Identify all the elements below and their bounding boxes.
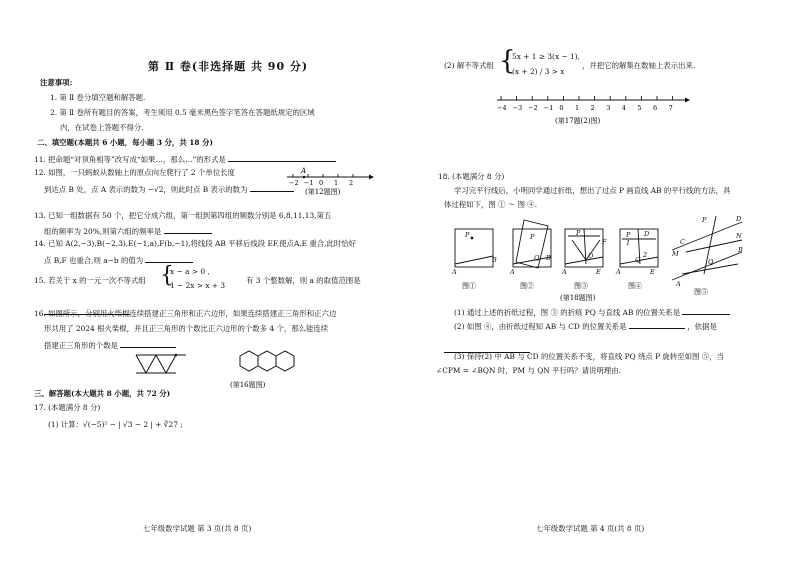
q12-caption: (第12题图): [305, 188, 341, 196]
q18-folding-figures: [450, 212, 750, 304]
svg-text:N: N: [736, 232, 742, 240]
q15-system-line2: 1 − 2x > x + 3: [170, 281, 226, 290]
question-15-pre: 15. 若关于 x 的一元一次不等式组: [34, 276, 146, 285]
q17-axis-arrow: [685, 98, 690, 103]
svg-text:P: P: [530, 233, 535, 241]
q17-system-line2: (x + 2) / 3 > x: [512, 67, 565, 76]
q16-caption: (第16题图): [230, 381, 266, 389]
question-18-part2: [454, 320, 717, 331]
q18-figure-5: [671, 215, 743, 288]
svg-text:E: E: [650, 268, 655, 276]
svg-text:A: A: [452, 268, 457, 276]
q17-tick-label: 1: [575, 104, 580, 112]
q18-figure-2: [509, 220, 551, 276]
note-2-line1: 2. 第 Ⅱ 卷所有题目的答案，考生须用 0.5 毫米黑色签字笔答在答题纸规定的区域: [50, 108, 315, 117]
q12-point-a-label: A: [301, 167, 307, 175]
q12-tick-label: 0: [319, 179, 324, 187]
question-14-text: 点 B,F 也重合,则 a−b 的值为: [44, 256, 144, 265]
q17-tick-label: −3: [512, 104, 523, 112]
question-18-intro-line1: 学习完平行线后，小明同学通过折纸，想出了过点 P 画直线 AB 的平行线的方法，具: [454, 186, 731, 195]
q17-caption: (第17题(2)图): [555, 117, 601, 125]
note-1: 1. 第 Ⅱ 卷分填空题和解答题.: [50, 93, 146, 102]
q18-figure-4-label: 图④: [628, 282, 642, 290]
svg-text:P: P: [465, 231, 470, 239]
q18-figure-1-label: 图①: [462, 282, 476, 290]
q17-tick-label: 4: [621, 104, 626, 112]
q12-axis-arrow: [369, 175, 374, 180]
svg-text:P: P: [702, 216, 707, 224]
question-16-line2: 形共用了 2024 根火柴棍，并且正三角形的个数比正六边形的个数多 4 个，那么能连续: [44, 324, 329, 333]
question-12-line2: [44, 183, 294, 194]
question-17: 17. (本题满分 8 分): [34, 403, 101, 412]
question-14-line1: 14. 已知 A(2,−3),B(−2,3),E(−1,a),F(b,−1),将线段 AB 平移后线段 EF,使点A,E 重合,此时恰好: [34, 239, 357, 248]
q12-point-a: [303, 176, 306, 179]
q17-tick-label: −4: [497, 104, 507, 112]
section-solve: 三、解答题(本大题共 8 小题，共 72 分): [34, 389, 171, 398]
q18-caption: (第18题图): [560, 294, 596, 302]
question-11-text: 11. 把命题“对顶角相等”改写成“如果…，那么…”的形式是: [34, 155, 226, 164]
q17-tick-label: 5: [637, 104, 642, 112]
question-18-part3-line1: (3) 保持(2) 中 AB 与 CD 的位置关系不变，将直线 PQ 绕点 P 旋转至如图 ⑤，当: [454, 352, 724, 361]
q18-figure-2-label: 图②: [520, 282, 534, 290]
q18-figure-3: [561, 229, 607, 276]
svg-text:Q: Q: [534, 254, 540, 262]
svg-text:2: 2: [643, 251, 648, 259]
svg-text:B: B: [492, 256, 497, 264]
svg-text:A: A: [676, 280, 681, 288]
q17-tick-label: 6: [653, 104, 658, 112]
q17-tick-label: 0: [559, 104, 564, 112]
svg-text:B: B: [546, 254, 551, 262]
q12-tick-label: −2: [289, 179, 299, 187]
svg-text:P: P: [626, 231, 631, 239]
question-18-intro-line2: 体过程如下，图 ① ～ 图 ④.: [444, 200, 538, 209]
question-13-text: 组的频率为 20%,则第六组的频率是: [44, 227, 162, 236]
q18-figure-5-label: 图⑤: [694, 288, 708, 296]
answer-blank-11: [228, 153, 336, 162]
svg-text:C: C: [680, 238, 685, 246]
question-17-part1: (1) 计算：√(−5)² − | √3 − 2 | + ∛27 ;: [48, 420, 183, 429]
question-18: 18. (本题满分 8 分): [438, 172, 505, 181]
q12-number-line: [283, 163, 375, 199]
q16-hexagons-figure: [240, 351, 294, 371]
svg-text:1: 1: [626, 239, 631, 247]
q15-brace: {: [160, 263, 174, 288]
question-16-text: 搭建正三角形的个数是: [44, 341, 118, 350]
svg-text:P: P: [576, 229, 581, 237]
q18-figure-3-label: 图③: [574, 282, 588, 290]
note-2-line2: 内，在试卷上答题不得分.: [60, 123, 144, 132]
q17-number-line: [495, 92, 690, 130]
svg-text:B: B: [738, 246, 743, 254]
svg-text:Q: Q: [588, 252, 594, 260]
question-18-part2-text-b: ，依据是: [687, 322, 717, 331]
answer-blank-14: [145, 254, 193, 263]
page-title: 第 Ⅱ 卷(非选择题 共 90 分): [148, 60, 309, 73]
q18-figure-1: [451, 229, 497, 276]
svg-text:Q: Q: [635, 256, 641, 264]
q17-system-line1: 5x + 1 ≥ 3(x − 1),: [512, 52, 580, 61]
q17-tick-label: 2: [590, 104, 595, 112]
svg-text:A: A: [510, 268, 515, 276]
question-16-line1: 16. 如图所示，分别用火柴棍连续搭建正三角形和正六边形，如果连续搭建正三角形和正六边: [34, 309, 337, 318]
right-page-footer: 七年级数学试题 第 4 页(共 8 页): [536, 524, 645, 533]
question-12-text: 到达点 B 处，点 A 表示的数为 −√2，则此时点 B 表示的数为: [44, 185, 248, 194]
question-18-part3-line2: ∠CPM = ∠BQN 时，PM 与 QN 平行吗？请说明理由.: [436, 366, 621, 375]
svg-text:E: E: [596, 268, 601, 276]
answer-blank-13: [164, 225, 212, 234]
q16-triangles-figure: [136, 355, 176, 373]
question-18-part2-text: (2) 如图 ④，由折纸过程知 AB 与 CD 的位置关系是: [454, 322, 627, 331]
q12-tick-label: −1: [304, 179, 314, 187]
q16-matchstick-figures: [130, 343, 330, 391]
question-17-part2-post: ，并把它的解集在数轴上表示出来.: [582, 61, 696, 70]
svg-text:F: F: [602, 238, 607, 246]
question-18-part1: [454, 306, 730, 317]
q17-tick-label: 7: [668, 104, 673, 112]
q17-tick-label: 3: [606, 104, 611, 112]
q17-tick-label: −1: [543, 104, 554, 112]
answer-blank-18-1: [682, 306, 730, 315]
q12-tick-label: 2: [349, 179, 354, 187]
answer-blank-18-2a: [629, 320, 685, 329]
section-fill-in: 二、填空题(本题共 6 小题，每小题 3 分，共 18 分): [37, 138, 214, 147]
svg-text:D: D: [736, 215, 742, 223]
q18-figure-4: [615, 229, 658, 276]
svg-text:Q: Q: [708, 258, 714, 266]
question-15-post: 有 3 个整数解，则 a 的取值范围是: [246, 276, 361, 285]
left-page-footer: 七年级数学试题 第 3 页(共 8 页): [143, 524, 252, 533]
question-12-line1: 12. 如图，一只蚂蚁从数轴上的原点向左爬行了 2 个单位长度: [34, 168, 235, 177]
q17-tick-label: −2: [528, 104, 538, 112]
svg-text:M: M: [672, 250, 679, 258]
svg-text:A: A: [616, 268, 621, 276]
q15-system-line1: x − a > 0 ,: [170, 267, 210, 276]
question-18-part1-text: (1) 通过上述的折纸过程，图 ③ 的折痕 PQ 与直线 AB 的位置关系是: [454, 308, 681, 317]
svg-text:D: D: [644, 230, 650, 238]
notes-heading: 注意事项:: [40, 78, 73, 87]
question-17-part2-pre: (2) 解不等式组: [444, 61, 494, 70]
q17-brace: {: [499, 46, 516, 76]
question-13-line2: [44, 225, 212, 236]
svg-text:A: A: [562, 268, 567, 276]
q12-tick-label: 1: [334, 179, 339, 187]
question-13-line1: 13. 已知一组数据有 50 个，把它分成六组，第一组到第四组的频数分别是 6,8,11,13,第五: [34, 211, 332, 220]
